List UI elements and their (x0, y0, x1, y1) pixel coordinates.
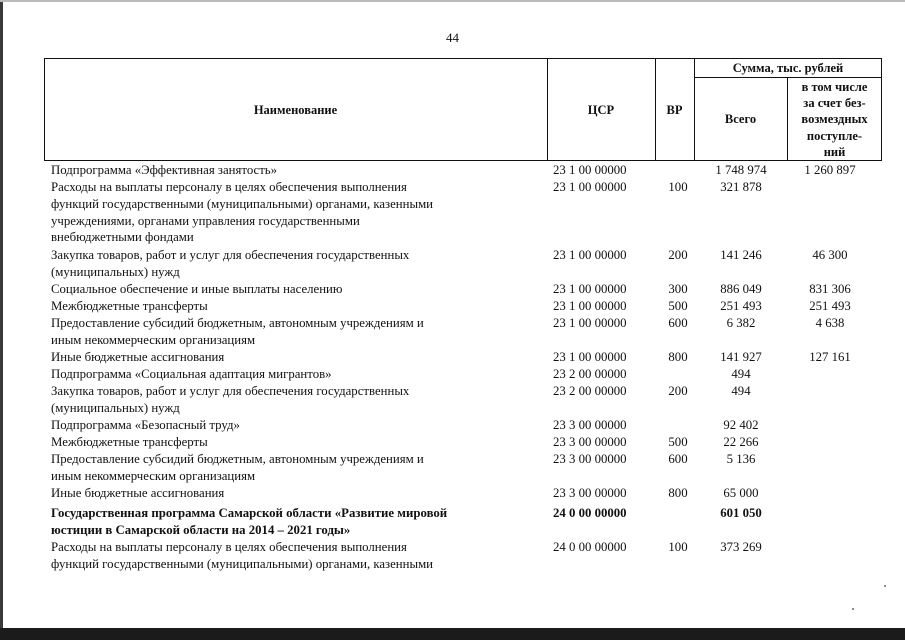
row-name-line: иным некоммерческим организациям (51, 332, 256, 347)
row-name (51, 505, 536, 539)
row-name (51, 485, 536, 502)
row-name-line: Иные бюджетные ассигнования (51, 350, 225, 364)
row-vr: 800 (668, 486, 688, 500)
row-total: 251 493 (720, 299, 762, 313)
row-name-line: Межбюджетные трансферты (51, 435, 208, 449)
row-csr: 23 1 00 00000 (553, 248, 627, 262)
scan-speck (884, 585, 886, 587)
row-total: 1 748 974 (715, 163, 767, 177)
row-total: 5 136 (726, 452, 756, 466)
row-vr: 100 (668, 540, 688, 554)
row-vr: 100 (668, 180, 688, 194)
row-csr: 24 0 00 00000 (553, 540, 627, 554)
row-name (51, 247, 536, 281)
row-name-line: Расходы на выплаты персоналу в целях обеспечения выполнения (51, 540, 407, 554)
row-name (51, 366, 536, 383)
row-name-line: Предоставление субсидий бюджетным, автономным учреждениям и (51, 452, 424, 466)
row-gratis: 46 300 (812, 248, 848, 262)
row-total: 321 878 (720, 180, 762, 194)
row-name-line: учреждениями, органами управления государственными (51, 213, 360, 228)
row-name-line: Закупка товаров, работ и услуг для обеспечения государственных (51, 248, 410, 262)
row-vr: 500 (668, 435, 688, 449)
row-total: 141 927 (720, 350, 762, 364)
row-name-line: Государственная программа Самарской области «Развитие мировой (51, 506, 448, 520)
row-total: 65 000 (723, 486, 759, 500)
row-name (51, 315, 536, 349)
row-name-line: Подпрограмма «Эффективная занятость» (51, 163, 278, 177)
row-csr: 23 1 00 00000 (553, 282, 627, 296)
row-name-line: внебюджетными фондами (51, 230, 194, 245)
row-vr: 600 (668, 452, 688, 466)
header-sum-caption: Сумма, тыс. рублей (732, 60, 844, 75)
row-csr: 23 2 00 00000 (553, 384, 627, 398)
row-name-line: Социальное обеспечение и иные выплаты населению (51, 282, 343, 296)
row-vr: 200 (668, 248, 688, 262)
row-total: 494 (731, 384, 751, 398)
header-gratis-line: ний (823, 144, 846, 159)
row-csr: 23 1 00 00000 (553, 299, 627, 313)
header-total: Всего (724, 112, 757, 126)
row-name-line: Межбюджетные трансферты (51, 299, 208, 313)
row-vr: 600 (668, 316, 688, 330)
row-name (51, 539, 536, 573)
row-name (51, 434, 536, 451)
row-name-line: функций государственными (муниципальными) органами, казенными (51, 196, 434, 211)
row-name (51, 451, 536, 485)
row-gratis: 1 260 897 (804, 163, 856, 177)
row-csr: 23 1 00 00000 (553, 163, 627, 177)
scan-top-edge (0, 0, 905, 2)
header-csr: ЦСР (587, 102, 615, 117)
header-vr: ВР (666, 102, 683, 117)
row-name-line: Подпрограмма «Социальная адаптация мигрантов» (51, 367, 332, 381)
row-name-line: юстиции в Самарской области на 2014 – 2021 годы» (51, 522, 351, 537)
row-csr: 23 3 00 00000 (553, 452, 627, 466)
row-name-line: Иные бюджетные ассигнования (51, 486, 225, 500)
scan-bottom-edge (0, 628, 905, 640)
header-gratis-line: поступле- (806, 128, 863, 143)
row-total: 6 382 (726, 316, 756, 330)
row-total: 373 269 (720, 540, 762, 554)
row-csr: 23 1 00 00000 (553, 316, 627, 330)
row-gratis: 4 638 (815, 316, 845, 330)
header-gratis-line: возмездных (801, 112, 868, 127)
header-gratis-line: за счет без- (803, 96, 866, 111)
row-name (51, 281, 536, 298)
row-name (51, 417, 536, 434)
row-name-line: Закупка товаров, работ и услуг для обеспечения государственных (51, 384, 410, 398)
row-total: 601 050 (720, 506, 762, 520)
header-gratis-line: в том числе (801, 79, 868, 94)
row-total: 141 246 (720, 248, 762, 262)
row-gratis: 831 306 (809, 282, 851, 296)
row-gratis: 251 493 (809, 299, 851, 313)
header-name: Наименование (253, 102, 338, 117)
row-name-line: функций государственными (муниципальными) органами, казенными (51, 556, 434, 571)
row-name (51, 383, 536, 417)
row-total: 886 049 (720, 282, 762, 296)
row-vr: 800 (668, 350, 688, 364)
row-name-line: Подпрограмма «Безопасный труд» (51, 418, 240, 432)
scan-speck (852, 608, 854, 610)
row-name (51, 349, 536, 366)
row-csr: 23 1 00 00000 (553, 180, 627, 194)
header-gratis (787, 78, 882, 161)
row-name-line: Расходы на выплаты персоналу в целях обеспечения выполнения (51, 180, 407, 194)
row-csr: 23 2 00 00000 (553, 367, 627, 381)
row-name-line: Предоставление субсидий бюджетным, автономным учреждениям и (51, 316, 424, 330)
row-name (51, 179, 536, 246)
row-csr: 23 3 00 00000 (553, 435, 627, 449)
row-vr: 200 (668, 384, 688, 398)
row-csr: 23 3 00 00000 (553, 486, 627, 500)
row-name-line: (муниципальных) нужд (51, 400, 180, 415)
row-total: 494 (731, 367, 751, 381)
row-gratis: 127 161 (809, 350, 851, 364)
row-total: 22 266 (723, 435, 759, 449)
row-name (51, 162, 536, 179)
row-vr: 500 (668, 299, 688, 313)
row-csr: 24 0 00 00000 (553, 506, 627, 520)
row-vr: 300 (668, 282, 688, 296)
row-name-line: (муниципальных) нужд (51, 264, 180, 279)
page-number: 44 (446, 30, 459, 45)
row-total: 92 402 (723, 418, 759, 432)
scan-left-edge (0, 0, 3, 640)
row-csr: 23 3 00 00000 (553, 418, 627, 432)
row-name-line: иным некоммерческим организациям (51, 468, 256, 483)
row-name (51, 298, 536, 315)
row-csr: 23 1 00 00000 (553, 350, 627, 364)
